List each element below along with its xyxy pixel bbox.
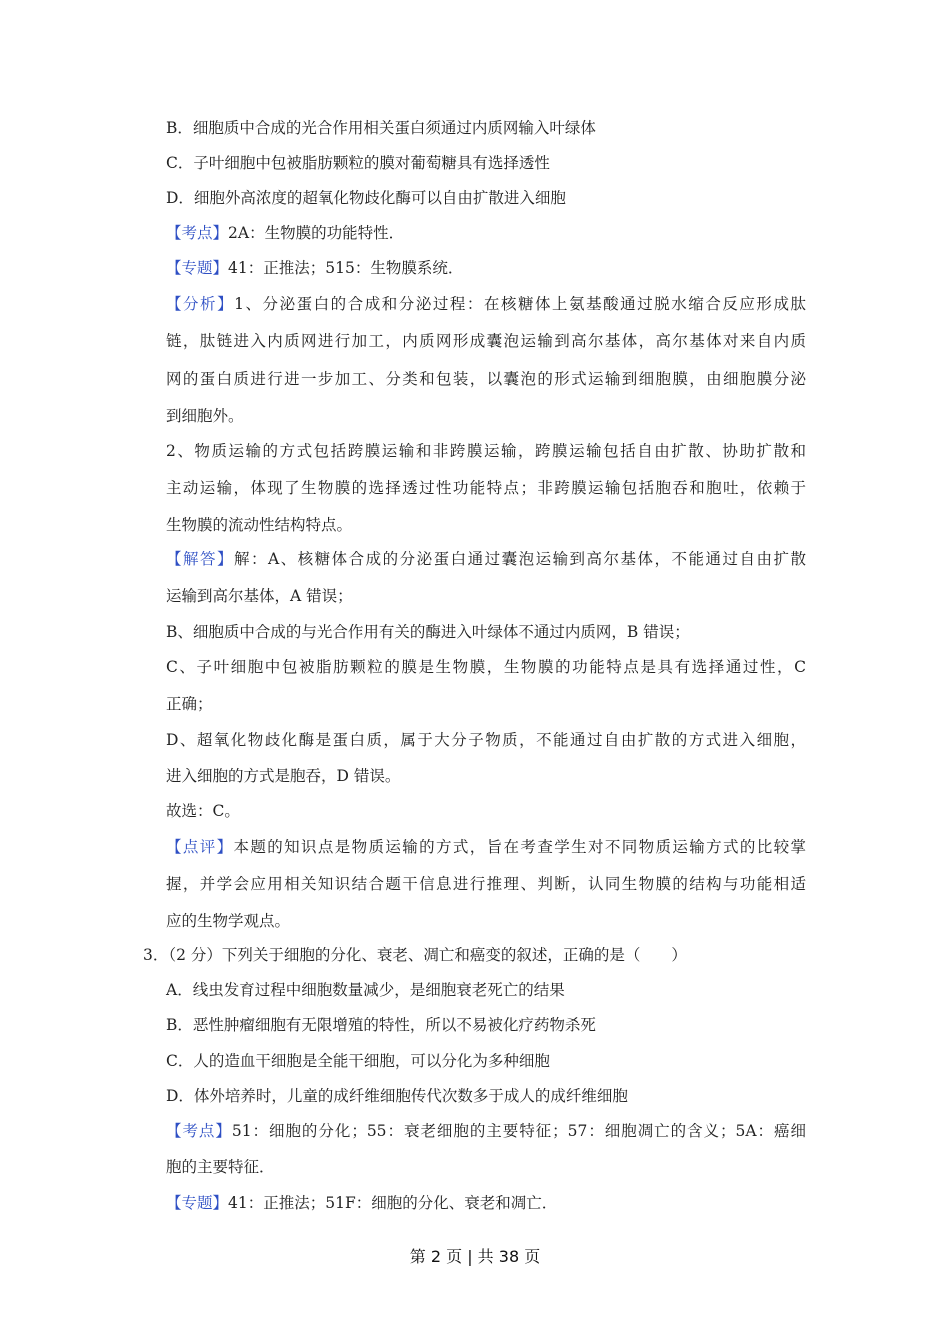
q3-option-d: D．体外培养时，儿童的成纤维细胞传代次数多于成人的成纤维细胞 — [166, 1087, 628, 1105]
jieda-line: 进入细胞的方式是胞吞，D 错误。 — [166, 767, 401, 785]
dianping-line: 握，并学会应用相关知识结合题干信息进行推理、判断，认同生物膜的结构与功能相适 — [166, 875, 806, 893]
fenxi-line: 到细胞外。 — [166, 407, 244, 425]
jieda-line: D、超氧化物歧化酶是蛋白质，属于大分子物质，不能通过自由扩散的方式进入细胞， — [166, 731, 806, 749]
fenxi-text: 1、分泌蛋白的合成和分泌过程：在核糖体上氨基酸通过脱水缩合反应形成肽 — [234, 295, 806, 313]
jieda-line: B、细胞质中合成的与光合作用有关的酶进入叶绿体不通过内质网，B 错误； — [166, 623, 690, 641]
q2-dianping — [166, 837, 806, 857]
kaodian-tag: 【考点】 — [166, 224, 229, 242]
zhuanti-text: 41：正推法；515：生物膜系统． — [228, 259, 464, 277]
q2-jieda — [166, 549, 806, 569]
zhuanti-tag: 【专题】 — [166, 1194, 229, 1212]
zhuanti-text: 41：正推法；51F：细胞的分化、衰老和凋亡． — [228, 1194, 558, 1212]
dianping-line: 应的生物学观点。 — [166, 912, 291, 930]
dianping-text: 本题的知识点是物质运输的方式，旨在考查学生对不同物质运输方式的比较掌 — [233, 838, 806, 856]
jieda-line: 正确； — [166, 695, 213, 713]
jieda-line: 运输到高尔基体，A 错误； — [166, 587, 353, 605]
q3-zhuanti — [166, 1193, 806, 1213]
q3-option-c: C．人的造血干细胞是全能干细胞，可以分化为多种细胞 — [166, 1052, 550, 1070]
q2-option-d: D．细胞外高浓度的超氧化物歧化酶可以自由扩散进入细胞 — [166, 189, 566, 207]
dianping-tag: 【点评】 — [166, 838, 234, 856]
q3-option-b: B．恶性肿瘤细胞有无限增殖的特性，所以不易被化疗药物杀死 — [166, 1016, 596, 1034]
fenxi-line: 链，肽链进入内质网进行加工，内质网形成囊泡运输到高尔基体，高尔基体对来自内质 — [166, 332, 806, 350]
q2-option-c: C．子叶细胞中包被脂肪颗粒的膜对葡萄糖具有选择透性 — [166, 154, 550, 172]
jieda-tag: 【解答】 — [166, 550, 234, 568]
kaodian-text: 2A：生物膜的功能特性． — [228, 224, 405, 242]
jieda-line: C、子叶细胞中包被脂肪颗粒的膜是生物膜，生物膜的功能特点是具有选择通过性，C — [166, 658, 806, 676]
q2-fenxi — [166, 294, 806, 314]
q2-option-b: B．细胞质中合成的光合作用相关蛋白须通过内质网输入叶绿体 — [166, 119, 596, 137]
q3-stem: 3．（2 分）下列关于细胞的分化、衰老、凋亡和癌变的叙述，正确的是（ ） — [143, 946, 687, 964]
kaodian-line: 胞的主要特征． — [166, 1158, 275, 1176]
q2-kaodian — [166, 223, 806, 243]
q3-kaodian — [166, 1121, 806, 1141]
q3-option-a: A．线虫发育过程中细胞数量减少，是细胞衰老死亡的结果 — [166, 981, 565, 999]
jieda-line: 故选：C。 — [166, 802, 240, 820]
fenxi-line: 主动运输，体现了生物膜的选择透过性功能特点；非跨膜运输包括胞吞和胞吐，依赖于 — [166, 479, 806, 497]
kaodian-text: 51：细胞的分化；55：衰老细胞的主要特征；57：细胞凋亡的含义；5A：癌细 — [231, 1122, 806, 1140]
fenxi-line: 网的蛋白质进行进一步加工、分类和包装，以囊泡的形式运输到细胞膜，由细胞膜分泌 — [166, 370, 806, 388]
fenxi-tag: 【分析】 — [166, 295, 235, 313]
zhuanti-tag: 【专题】 — [166, 259, 229, 277]
kaodian-tag: 【考点】 — [166, 1122, 232, 1140]
q2-zhuanti — [166, 258, 806, 278]
fenxi-line: 生物膜的流动性结构特点。 — [166, 516, 353, 534]
jieda-text: 解：A、核糖体合成的分泌蛋白通过囊泡运输到高尔基体，不能通过自由扩散 — [233, 550, 806, 568]
page-footer: 第 2 页 | 共 38 页 — [409, 1247, 541, 1266]
fenxi-line: 2、物质运输的方式包括跨膜运输和非跨膜运输，跨膜运输包括自由扩散、协助扩散和 — [166, 442, 806, 460]
